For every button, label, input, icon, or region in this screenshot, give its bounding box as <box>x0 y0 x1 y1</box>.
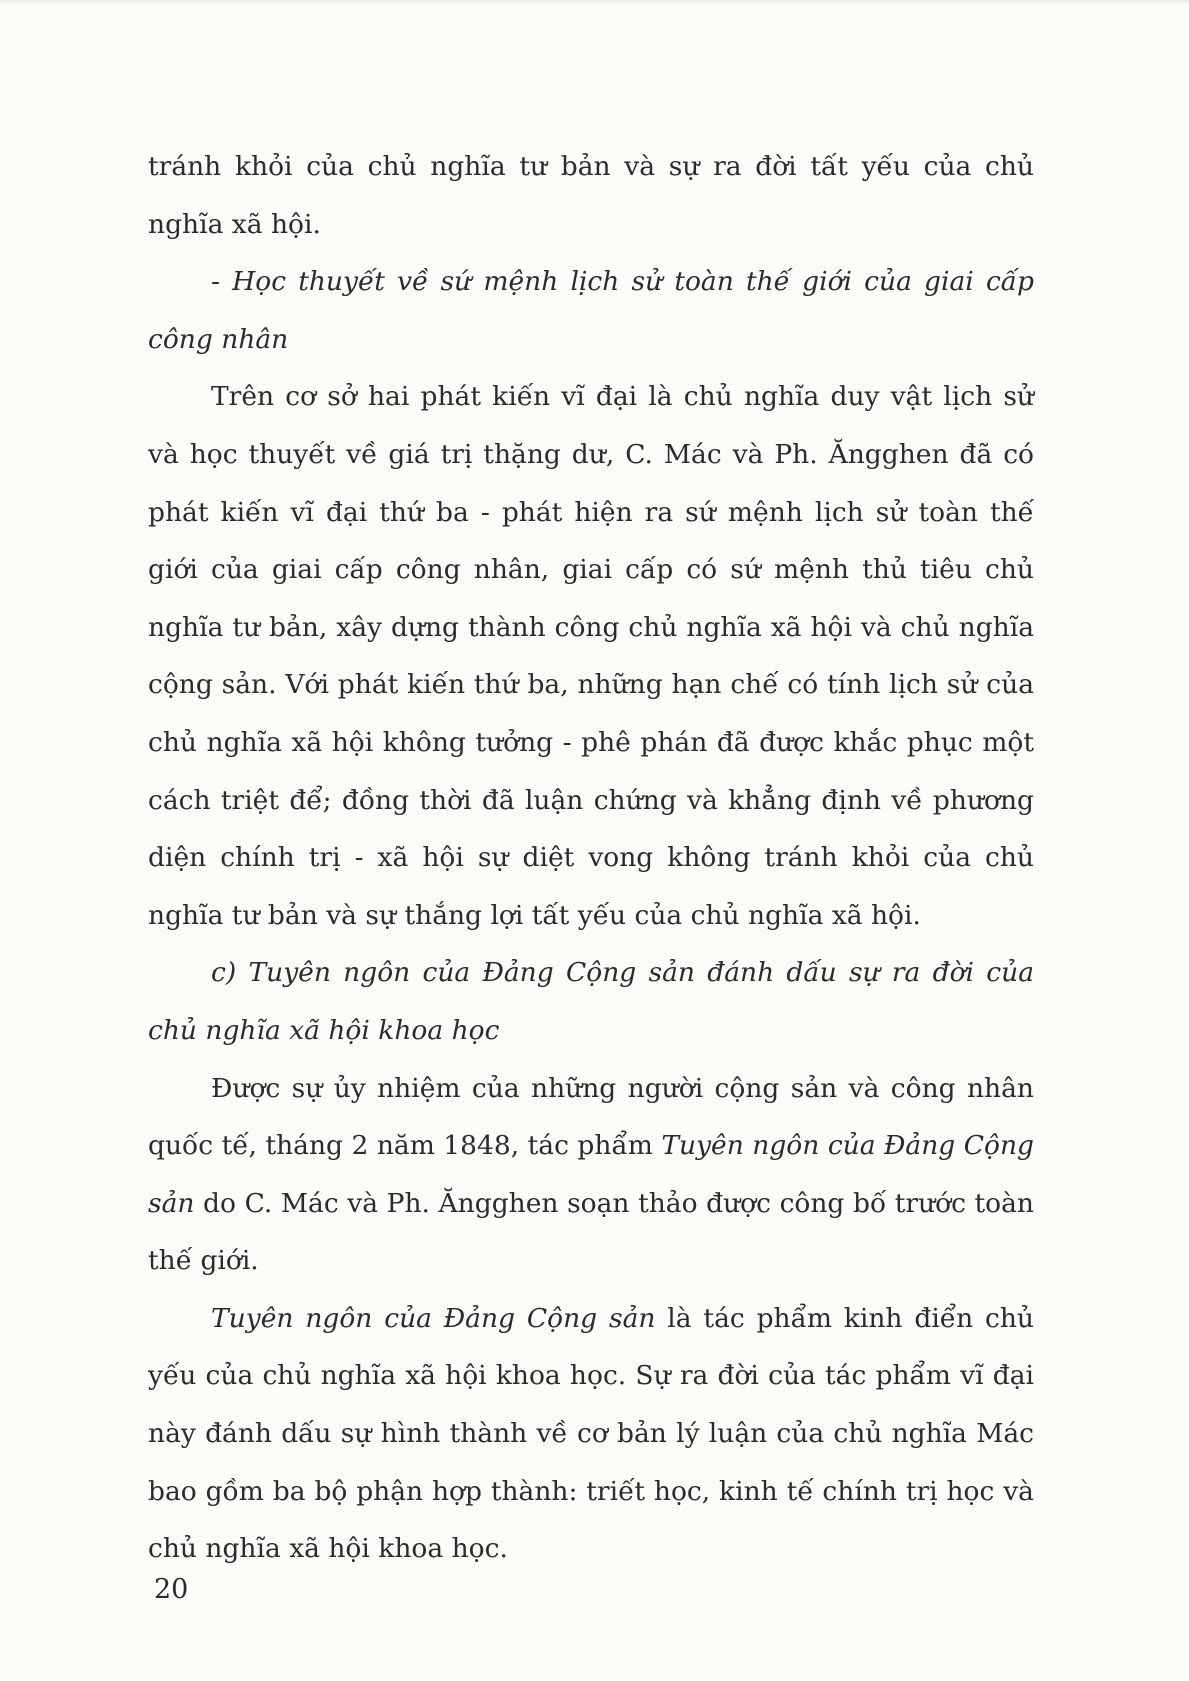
text-run: là tác phẩm kinh điển chủ yếu của chủ nghĩa xã hội khoa học. Sự ra đời của tác phẩm vĩ đại này đánh dấu sự hình thành về cơ bản lý luận của chủ nghĩa Mác bao gồm ba bộ phận hợp thành: triết học, kinh tế chính trị học và chủ nghĩa xã hội khoa học. <box>148 1302 1034 1565</box>
page-number: 20 <box>154 1574 189 1605</box>
page-body <box>148 138 1034 1578</box>
paragraph-continuation: tránh khỏi của chủ nghĩa tư bản và sự ra đời tất yếu của chủ nghĩa xã hội. <box>148 151 1034 240</box>
text-run: do C. Mác và Ph. Ăngghen soạn thảo được công bố trước toàn thế giới. <box>148 1187 1034 1277</box>
page-edge <box>0 0 1189 4</box>
heading-dash: - <box>211 266 233 298</box>
heading-text: Học thuyết về sứ mệnh lịch sử toàn thế giới của giai cấp công nhân <box>148 266 1034 355</box>
paragraph-third-discovery: Trên cơ sở hai phát kiến vĩ đại là chủ nghĩa duy vật lịch sử và học thuyết về giá trị thặng dư, C. Mác và Ph. Ăngghen đã có phát kiến vĩ đại thứ ba - phát hiện ra sứ mệnh lịch sử toàn thế giới của giai cấp công nhân, giai cấp có sứ mệnh thủ tiêu chủ nghĩa tư bản, xây dựng thành công chủ nghĩa xã hội và chủ nghĩa cộng sản. Với phát kiến thứ ba, những hạn chế có tính lịch sử của chủ nghĩa xã hội không tưởng - phê phán đã được khắc phục một cách triệt để; đồng thời đã luận chứng và khẳng định về phương diện chính trị - xã hội sự diệt vong không tránh khỏi của chủ nghĩa tư bản và sự thắng lợi tất yếu của chủ nghĩa xã hội. <box>148 381 1034 931</box>
paragraph-manifesto-publication <box>148 1060 1034 1290</box>
book-title: Tuyên ngôn của Đảng Cộng sản <box>211 1302 656 1334</box>
text-run: Được sự ủy nhiệm của những người cộng sản và công nhân quốc tế, tháng 2 năm 1848, tác phẩm <box>148 1072 1034 1162</box>
book-title: Tuyên ngôn của Đảng Cộng sản <box>148 1130 1034 1219</box>
section-heading-proletariat-mission <box>148 253 1034 368</box>
section-heading-manifesto: c) Tuyên ngôn của Đảng Cộng sản đánh dấu sự ra đời của chủ nghĩa xã hội khoa học <box>148 957 1034 1046</box>
paragraph-manifesto-significance <box>148 1290 1034 1578</box>
